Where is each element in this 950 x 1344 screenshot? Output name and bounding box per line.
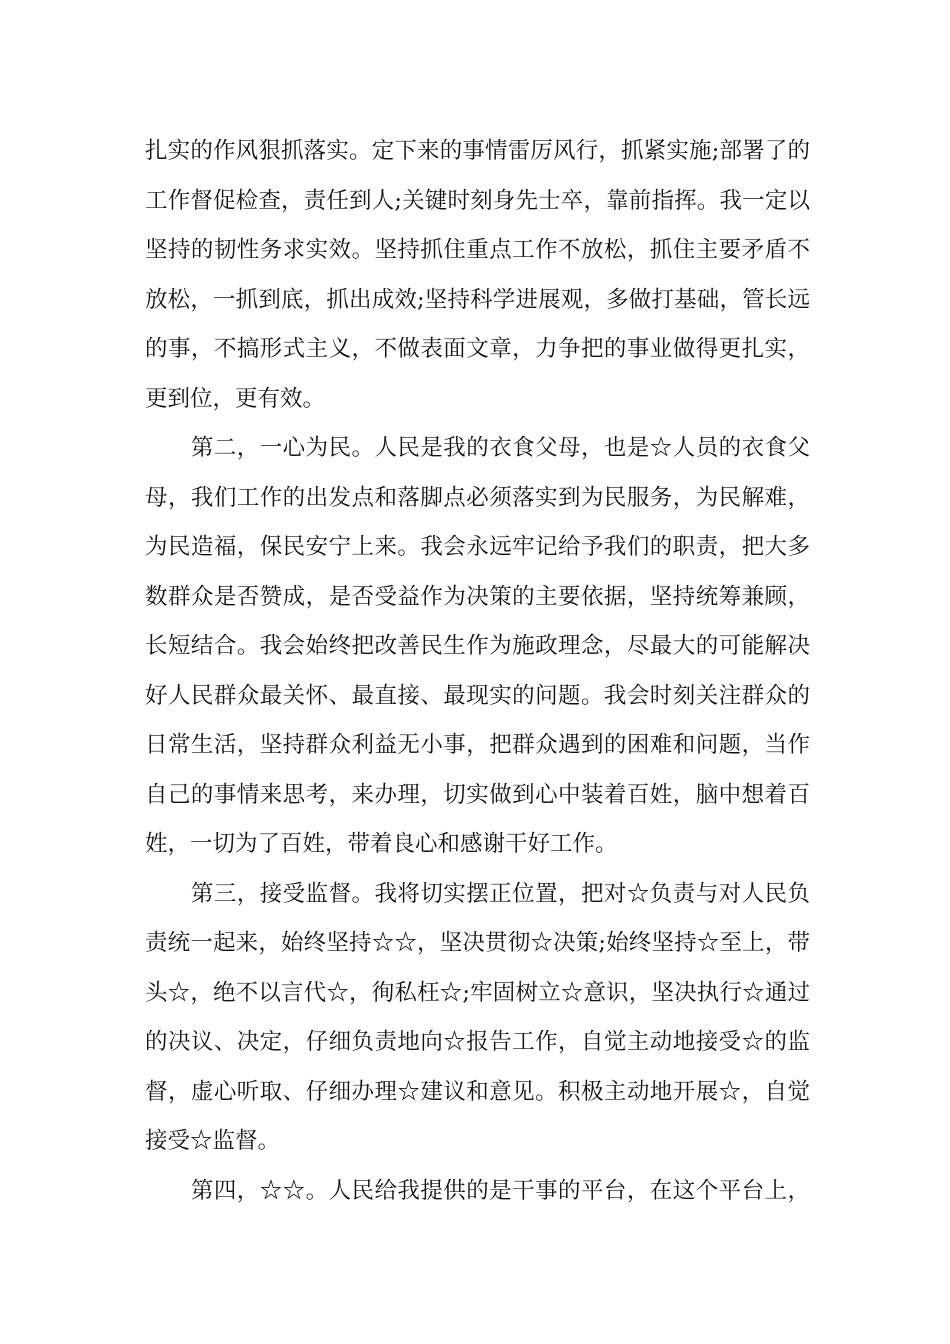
text-line: 数群众是否赞成，是否受益作为决策的主要依据，坚持统筹兼顾， [145, 583, 810, 610]
text-line: 母，我们工作的出发点和落脚点必须落实到为民服务，为民解难， [145, 484, 810, 511]
text-line: 姓，一切为了百姓，带着良心和感谢干好工作。 [145, 831, 618, 857]
text-line: 的事，不搞形式主义，不做表面文章，力争把的事业做得更扎实， [145, 336, 810, 362]
text-line: 第二，一心为民。人民是我的衣食父母，也是☆人员的衣食父 [145, 435, 810, 461]
paragraph-fourth [145, 1167, 810, 1217]
text-line: 自己的事情来思考，来办理，切实做到心中装着百姓，脑中想着百 [145, 781, 810, 808]
document-body [145, 127, 810, 1216]
paragraph-third-accept-supervision [145, 870, 810, 1167]
text-line: 日常生活，坚持群众利益无小事，把群众遇到的困难和问题，当作 [145, 732, 810, 758]
paragraph-second-serve-people [145, 424, 810, 870]
text-line: 责统一起来，始终坚持☆☆，坚决贯彻☆决策;始终坚持☆至上，带 [145, 930, 810, 956]
text-line: 为民造福，保民安宁上来。我会永远牢记给予我们的职责，把大多 [145, 534, 810, 560]
text-line: 坚持的韧性务求实效。坚持抓住重点工作不放松，抓住主要矛盾不 [145, 237, 810, 263]
text-line: 长短结合。我会始终把改善民生作为施政理念，尽最大的可能解决 [145, 633, 810, 659]
text-line: 接受☆监督。 [145, 1128, 281, 1154]
text-line: 头☆，绝不以言代☆，徇私枉☆;牢固树立☆意识，坚决执行☆通过 [145, 979, 810, 1006]
text-line: 督，虚心听取、仔细办理☆建议和意见。积极主动地开展☆，自觉 [145, 1078, 810, 1105]
text-line: 放松，一抓到底，抓出成效;坚持科学进展观，多做打基础，管长远 [145, 286, 810, 313]
text-line: 好人民群众最关怀、最直接、最现实的问题。我会时刻关注群众的 [145, 682, 810, 709]
text-line: 的决议、决定，仔细负责地向☆报告工作，自觉主动地接受☆的监 [145, 1029, 810, 1055]
text-line: 第四，☆☆。人民给我提供的是干事的平台，在这个平台上， [145, 1177, 810, 1204]
text-line: 更到位，更有效。 [145, 385, 326, 412]
text-line: 工作督促检查，责任到人;关键时刻身先士卒，靠前指挥。我一定以 [145, 187, 810, 214]
text-line: 第三，接受监督。我将切实摆正位置，把对☆负责与对人民负 [145, 880, 810, 907]
paragraph-work-style [145, 127, 810, 424]
text-line: 扎实的作风狠抓落实。定下来的事情雷厉风行，抓紧实施;部署了的 [145, 138, 810, 164]
